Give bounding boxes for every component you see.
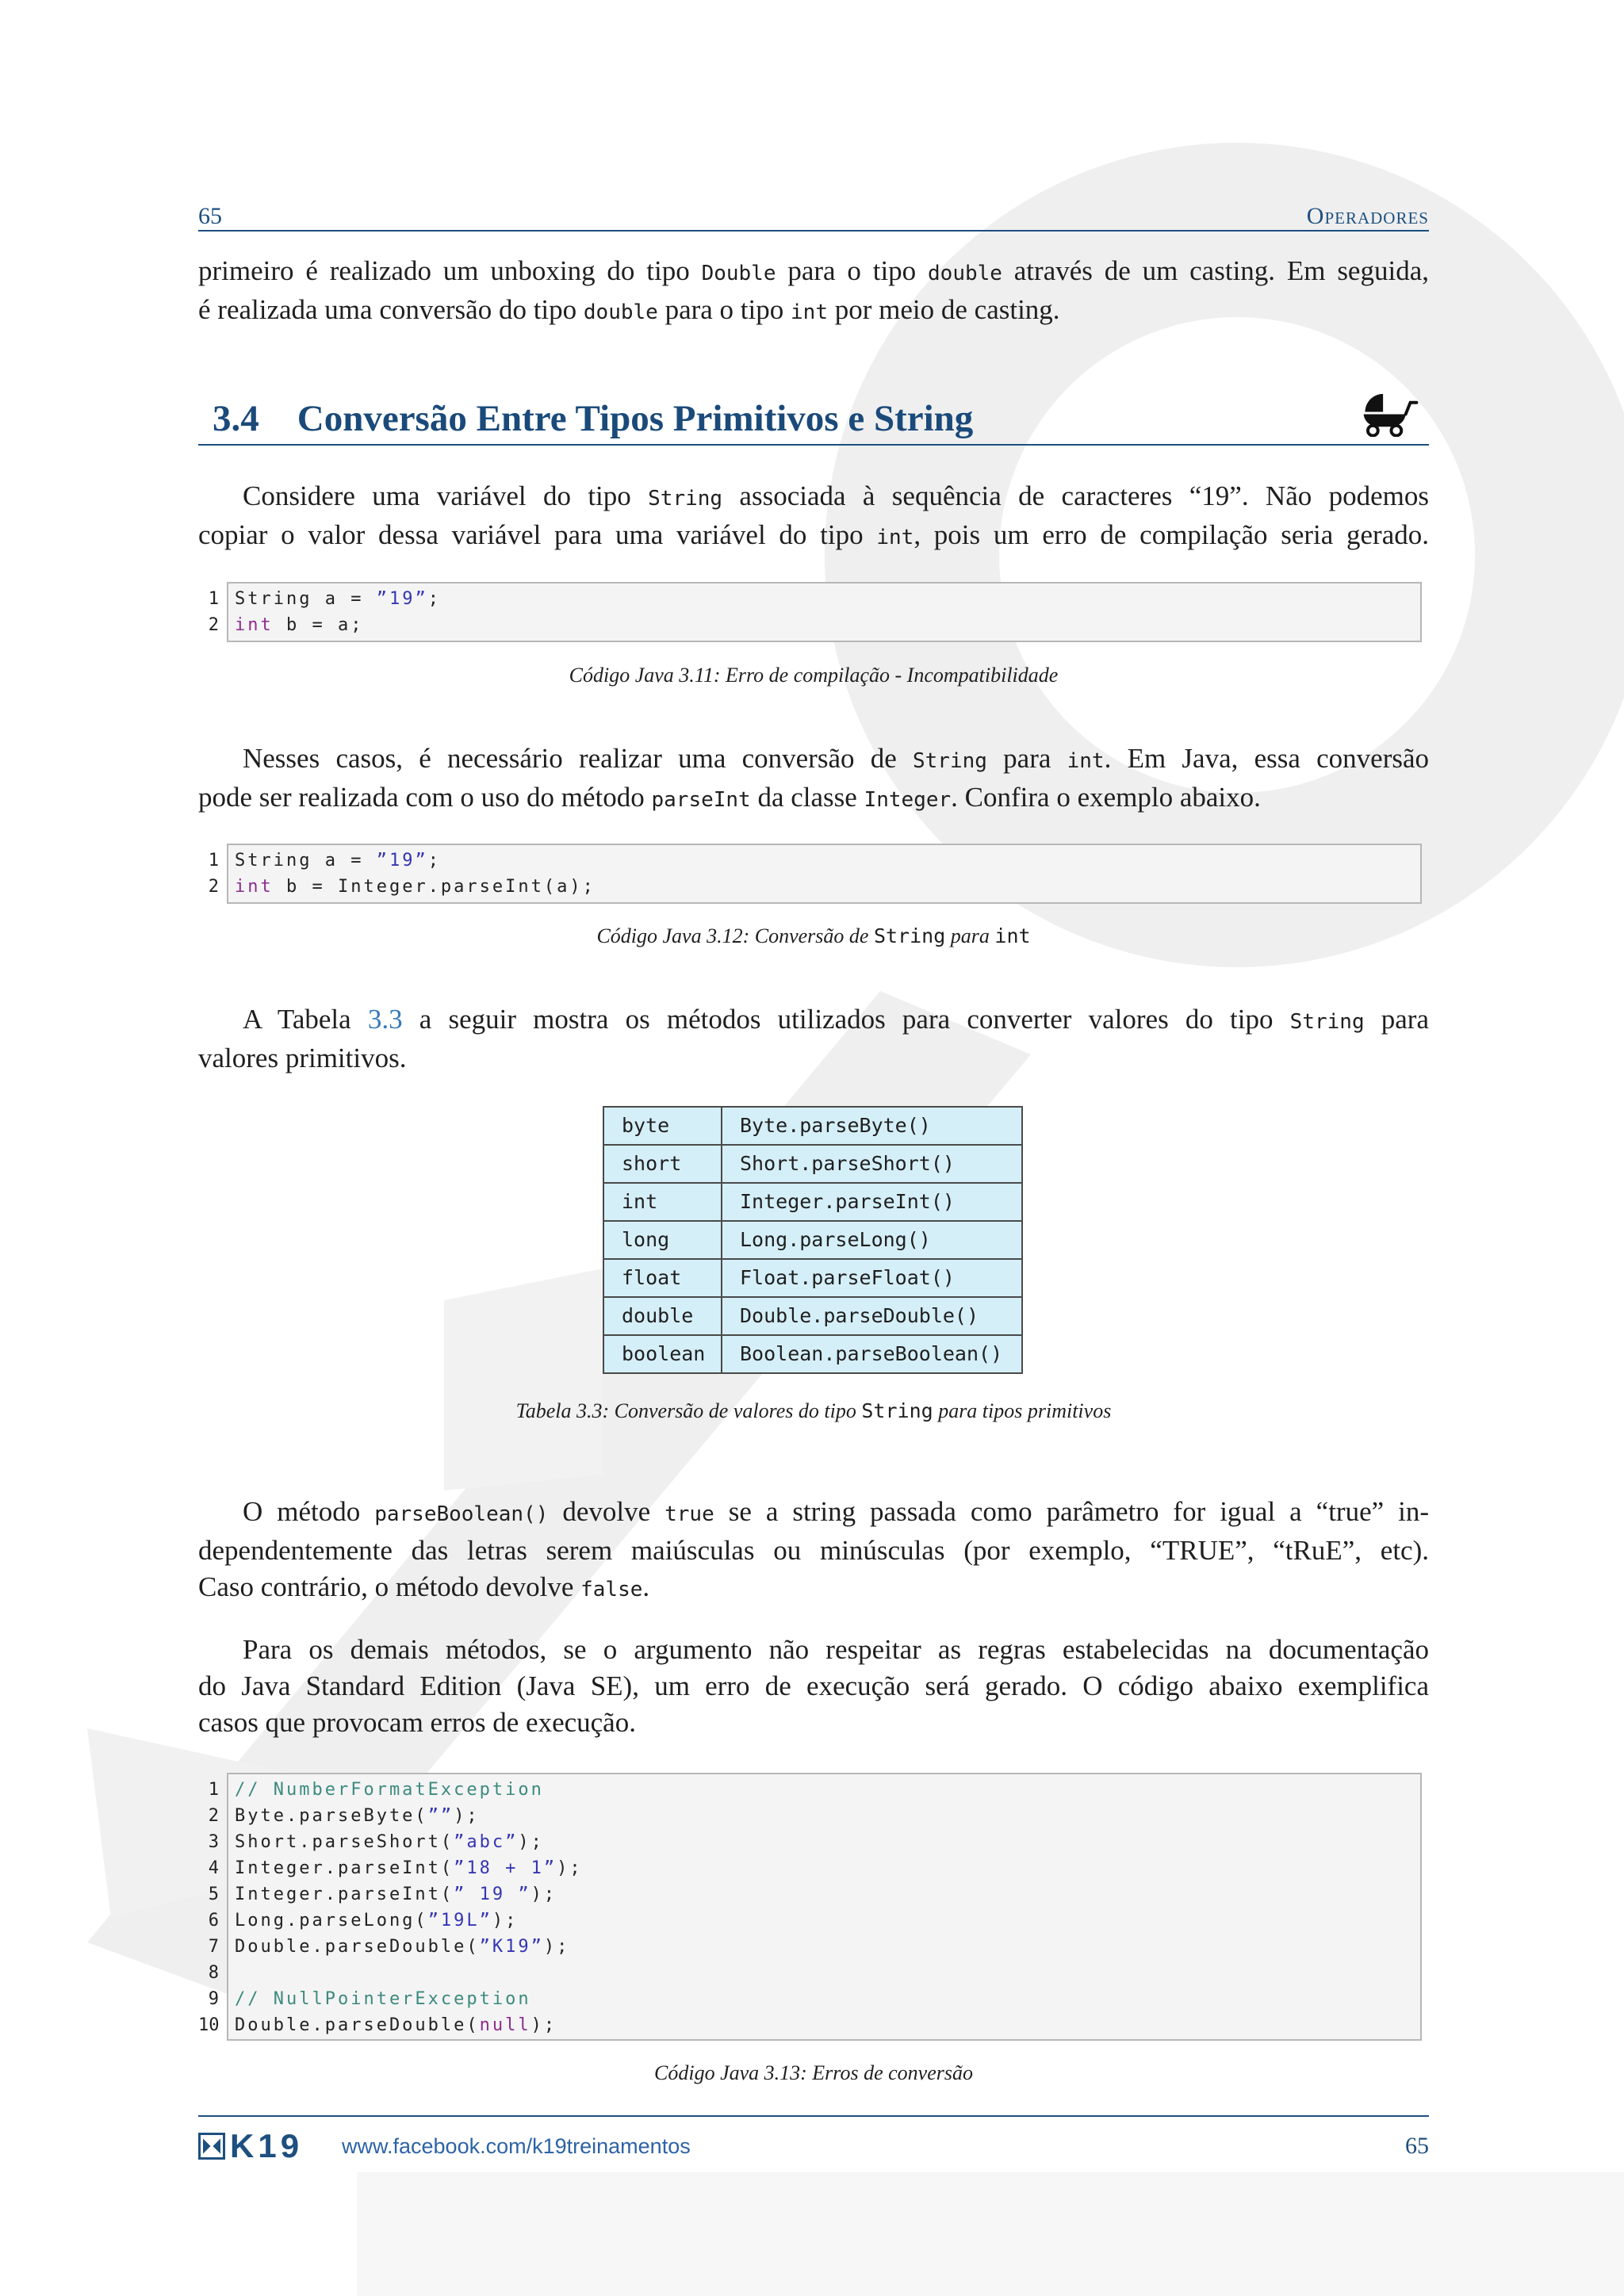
code-line bbox=[235, 2012, 1420, 2038]
code-token-plain: String a = bbox=[235, 589, 377, 609]
code-token-plain: Long.parseLong( bbox=[235, 1911, 428, 1931]
text-run: é realizada uma conversão do tipo bbox=[198, 294, 584, 325]
text-run: O método bbox=[243, 1496, 375, 1527]
line-number: 8 bbox=[208, 1963, 219, 1983]
code-token-plain: String a = bbox=[235, 851, 377, 871]
parse-method-cell: Byte.parseByte() bbox=[722, 1107, 1022, 1145]
parse-method-cell: Long.parseLong() bbox=[722, 1221, 1022, 1259]
text-run: Código Java 3.11: Erro de compilação - Incompatibilidade bbox=[569, 664, 1059, 687]
inline-code: false bbox=[580, 1578, 643, 1601]
code-token-plain: b = Integer.parseInt(a); bbox=[273, 877, 596, 897]
text-run: da classe bbox=[750, 782, 864, 813]
text-run: dependentemente das letras serem maiúsculas ou minúsculas (por exemplo, “TRUE”, “tRuE”, etc). bbox=[198, 1535, 1429, 1566]
inline-code: true bbox=[665, 1502, 714, 1526]
text-run: para o tipo bbox=[776, 255, 929, 286]
line-number: 10 bbox=[198, 2015, 220, 2035]
parse-method-cell: Double.parseDouble() bbox=[722, 1297, 1022, 1335]
text-run: Código Java 3.12: Conversão de bbox=[596, 924, 874, 947]
code-line bbox=[235, 1855, 1420, 1881]
parse-method-cell: Integer.parseInt() bbox=[722, 1183, 1022, 1221]
text-run: Nesses casos, é necessário realizar uma conversão de bbox=[243, 743, 913, 774]
paragraph bbox=[198, 740, 1429, 818]
line-number: 2 bbox=[208, 1806, 219, 1826]
conversion-table bbox=[603, 1106, 1023, 1374]
code-token-string: ”19” bbox=[376, 589, 428, 609]
text-line bbox=[198, 292, 1429, 331]
inline-code: String bbox=[861, 1399, 933, 1422]
line-number: 4 bbox=[208, 1858, 219, 1878]
listing-caption bbox=[198, 924, 1429, 948]
code-token-string: ”19” bbox=[376, 851, 428, 871]
code-token-string: ”” bbox=[427, 1806, 454, 1826]
code-token-keyword: int bbox=[235, 877, 274, 897]
code-token-plain: Double.parseDouble( bbox=[235, 1937, 480, 1957]
text-run: por meio de casting. bbox=[827, 294, 1060, 325]
primitive-type-cell: byte bbox=[603, 1107, 722, 1145]
code-token-plain: Double.parseDouble( bbox=[235, 2015, 480, 2035]
text-run: através de um casting. Em seguida, bbox=[1002, 255, 1429, 286]
code-token-string: ”K19” bbox=[479, 1937, 544, 1957]
text-line bbox=[198, 1668, 1429, 1705]
k19-logo-icon bbox=[198, 2133, 225, 2160]
section-title: Conversão Entre Tipos Primitivos e String bbox=[297, 398, 974, 439]
text-run: Código Java 3.13: Erros de conversão bbox=[654, 2061, 973, 2084]
primitive-type-cell: short bbox=[603, 1145, 722, 1183]
text-run: se a string passada como parâmetro for igual a “true” in- bbox=[714, 1496, 1429, 1527]
text-run: do Java Standard Edition (Java SE), um erro de execução será gerado. O código abaixo exemplifica bbox=[198, 1670, 1429, 1701]
primitive-type-cell: boolean bbox=[603, 1335, 722, 1373]
table-row bbox=[603, 1259, 1022, 1297]
text-run: a seguir mostra os métodos utilizados para converter valores do tipo bbox=[402, 1004, 1290, 1035]
code-line bbox=[235, 1777, 1420, 1803]
code-gutter bbox=[198, 1773, 219, 2038]
text-run: Considere uma variável do tipo bbox=[243, 480, 649, 511]
chapter-title: Operadores bbox=[1306, 203, 1429, 229]
paragraph bbox=[198, 253, 1429, 331]
code-line bbox=[235, 1960, 1420, 1986]
code-token-plain: ); bbox=[492, 1911, 519, 1931]
code-token-plain: b = a; bbox=[273, 615, 364, 635]
watermark-block bbox=[444, 1269, 603, 1490]
text-line bbox=[198, 779, 1429, 818]
text-run: , pois um erro de compilação seria gerado. bbox=[914, 519, 1429, 550]
line-number: 5 bbox=[208, 1885, 219, 1904]
code-token-plain: ); bbox=[454, 1806, 480, 1826]
code-token-string: ”19L” bbox=[427, 1911, 492, 1931]
table-caption bbox=[198, 1399, 1429, 1423]
footer-url-link[interactable]: www.facebook.com/k19treinamentos bbox=[342, 2134, 691, 2158]
inline-code: double bbox=[583, 300, 658, 324]
code-token-string: ” 19 ” bbox=[454, 1885, 531, 1904]
text-run: valores primitivos. bbox=[198, 1043, 407, 1073]
text-run: Tabela 3.3: Conversão de valores do tipo bbox=[515, 1399, 862, 1422]
text-run: para tipos primitivos bbox=[933, 1399, 1112, 1422]
text-run: para bbox=[945, 924, 995, 947]
conversion-table-body bbox=[603, 1107, 1022, 1373]
line-number: 3 bbox=[208, 1832, 219, 1852]
text-line bbox=[198, 1494, 1429, 1533]
line-number: 1 bbox=[208, 1780, 219, 1800]
table-row bbox=[603, 1297, 1022, 1335]
primitive-type-cell: long bbox=[603, 1221, 722, 1259]
primitive-type-cell: float bbox=[603, 1259, 722, 1297]
code-token-plain: Byte.parseByte( bbox=[235, 1806, 428, 1826]
code-token-plain: ); bbox=[543, 1937, 570, 1957]
text-run: primeiro é realizado um unboxing do tipo bbox=[198, 255, 702, 286]
inline-code: int bbox=[876, 526, 914, 549]
code-gutter bbox=[198, 582, 219, 638]
text-line bbox=[198, 1533, 1429, 1569]
listing-caption bbox=[198, 2061, 1429, 2085]
code-line bbox=[235, 848, 1420, 874]
primitive-type-cell: int bbox=[603, 1183, 722, 1221]
inline-code: parseInt bbox=[651, 788, 751, 812]
text-run: associada à sequência de caracteres “19”. Não podemos bbox=[722, 480, 1429, 511]
text-run: copiar o valor dessa variável para uma variável do tipo bbox=[198, 519, 877, 550]
text-line bbox=[198, 1040, 1429, 1077]
inline-code: int bbox=[791, 300, 828, 324]
line-number: 2 bbox=[208, 877, 219, 897]
line-number: 1 bbox=[208, 851, 219, 871]
text-line bbox=[198, 740, 1429, 779]
code-box bbox=[227, 582, 1422, 642]
running-header bbox=[198, 200, 1429, 232]
code-token-keyword: int bbox=[235, 615, 274, 635]
code-line bbox=[235, 1934, 1420, 1960]
code-gutter bbox=[198, 844, 219, 900]
inline-code: String bbox=[1289, 1010, 1365, 1034]
table-row bbox=[603, 1221, 1022, 1259]
section-number: 3.4 bbox=[213, 398, 259, 439]
parse-method-cell: Short.parseShort() bbox=[722, 1145, 1022, 1183]
code-token-plain: Short.parseShort( bbox=[235, 1832, 454, 1852]
code-token-plain: ; bbox=[427, 851, 441, 871]
text-run: para o tipo bbox=[657, 294, 791, 325]
code-token-plain: ); bbox=[530, 1885, 557, 1904]
header-page-number: 65 bbox=[198, 203, 222, 229]
primitive-type-cell: double bbox=[603, 1297, 722, 1335]
code-token-string: ”abc” bbox=[454, 1832, 519, 1852]
inline-code: parseBoolean() bbox=[374, 1502, 549, 1526]
footer-page-number: 65 bbox=[1405, 2133, 1429, 2159]
code-line bbox=[235, 612, 1420, 638]
inline-code: String bbox=[913, 749, 987, 773]
text-line bbox=[198, 517, 1429, 556]
text-line bbox=[198, 1569, 1429, 1608]
baby-carriage-icon bbox=[1360, 390, 1419, 437]
table-row bbox=[603, 1183, 1022, 1221]
code-line bbox=[235, 1908, 1420, 1934]
code-line bbox=[235, 1803, 1420, 1829]
inline-code: String bbox=[873, 924, 946, 947]
text-run: A Tabela bbox=[243, 1004, 368, 1035]
section-heading bbox=[198, 393, 1429, 446]
line-number: 2 bbox=[208, 615, 219, 635]
parse-method-cell: Float.parseFloat() bbox=[722, 1259, 1022, 1297]
code-token-keyword: null bbox=[479, 2015, 531, 2035]
inline-code: double bbox=[928, 262, 1002, 285]
k19-logo-text: K19 bbox=[230, 2127, 304, 2164]
listing-caption bbox=[198, 664, 1429, 687]
text-run: . Confira o exemplo abaixo. bbox=[951, 782, 1261, 813]
code-token-string: ”18 + 1” bbox=[454, 1858, 557, 1878]
text-run: casos que provocam erros de execução. bbox=[198, 1707, 636, 1738]
code-line bbox=[235, 1829, 1420, 1855]
text-line bbox=[198, 253, 1429, 292]
table-row bbox=[603, 1107, 1022, 1145]
code-line bbox=[235, 874, 1420, 900]
text-run: Caso contrário, o método devolve bbox=[198, 1571, 581, 1602]
inline-code: Integer bbox=[864, 788, 952, 812]
parse-method-cell: Boolean.parseBoolean() bbox=[722, 1335, 1022, 1373]
code-box bbox=[227, 844, 1422, 904]
paragraph bbox=[198, 478, 1429, 556]
text-run: para bbox=[986, 743, 1067, 774]
text-run: pode ser realizada com o uso do método bbox=[198, 782, 652, 813]
text-line bbox=[198, 1705, 1429, 1741]
footer-rule bbox=[198, 2115, 1429, 2117]
table-row bbox=[603, 1335, 1022, 1373]
inline-code: int bbox=[1067, 749, 1105, 773]
code-token-plain: ); bbox=[518, 1832, 544, 1852]
line-number: 9 bbox=[208, 1989, 219, 2009]
text-run: devolve bbox=[548, 1496, 665, 1527]
text-run: . Em Java, essa conversão bbox=[1104, 743, 1430, 774]
watermark-bottom-band bbox=[357, 2172, 1624, 2296]
text-run: Para os demais métodos, se o argumento não respeitar as regras estabelecidas na documentação bbox=[243, 1634, 1429, 1665]
code-line bbox=[235, 586, 1420, 612]
text-run: para bbox=[1364, 1004, 1429, 1035]
code-token-plain: Integer.parseInt( bbox=[235, 1885, 454, 1904]
paragraph bbox=[198, 1632, 1429, 1741]
code-token-comment: // NullPointerException bbox=[235, 1989, 531, 2009]
code-box bbox=[227, 1773, 1422, 2041]
inline-code: String bbox=[648, 487, 723, 511]
inline-code: Double bbox=[701, 262, 776, 285]
paragraph bbox=[198, 1494, 1429, 1608]
code-token-plain: Integer.parseInt( bbox=[235, 1858, 454, 1878]
line-number: 7 bbox=[208, 1937, 219, 1957]
code-token-comment: // NumberFormatException bbox=[235, 1780, 544, 1800]
code-line bbox=[235, 1881, 1420, 1908]
text-run: . bbox=[642, 1571, 650, 1602]
code-token-plain: ); bbox=[557, 1858, 583, 1878]
text-line bbox=[198, 1001, 1429, 1040]
code-line bbox=[235, 1986, 1420, 2012]
code-token-plain: ); bbox=[530, 2015, 557, 2035]
text-line bbox=[198, 478, 1429, 517]
inline-code: int bbox=[994, 924, 1031, 947]
line-number: 6 bbox=[208, 1911, 219, 1931]
table-reference-link[interactable]: 3.3 bbox=[367, 1004, 403, 1035]
table-row bbox=[603, 1145, 1022, 1183]
text-line bbox=[198, 1632, 1429, 1668]
paragraph bbox=[198, 1001, 1429, 1077]
line-number: 1 bbox=[208, 589, 219, 609]
code-token-plain: ; bbox=[427, 589, 441, 609]
